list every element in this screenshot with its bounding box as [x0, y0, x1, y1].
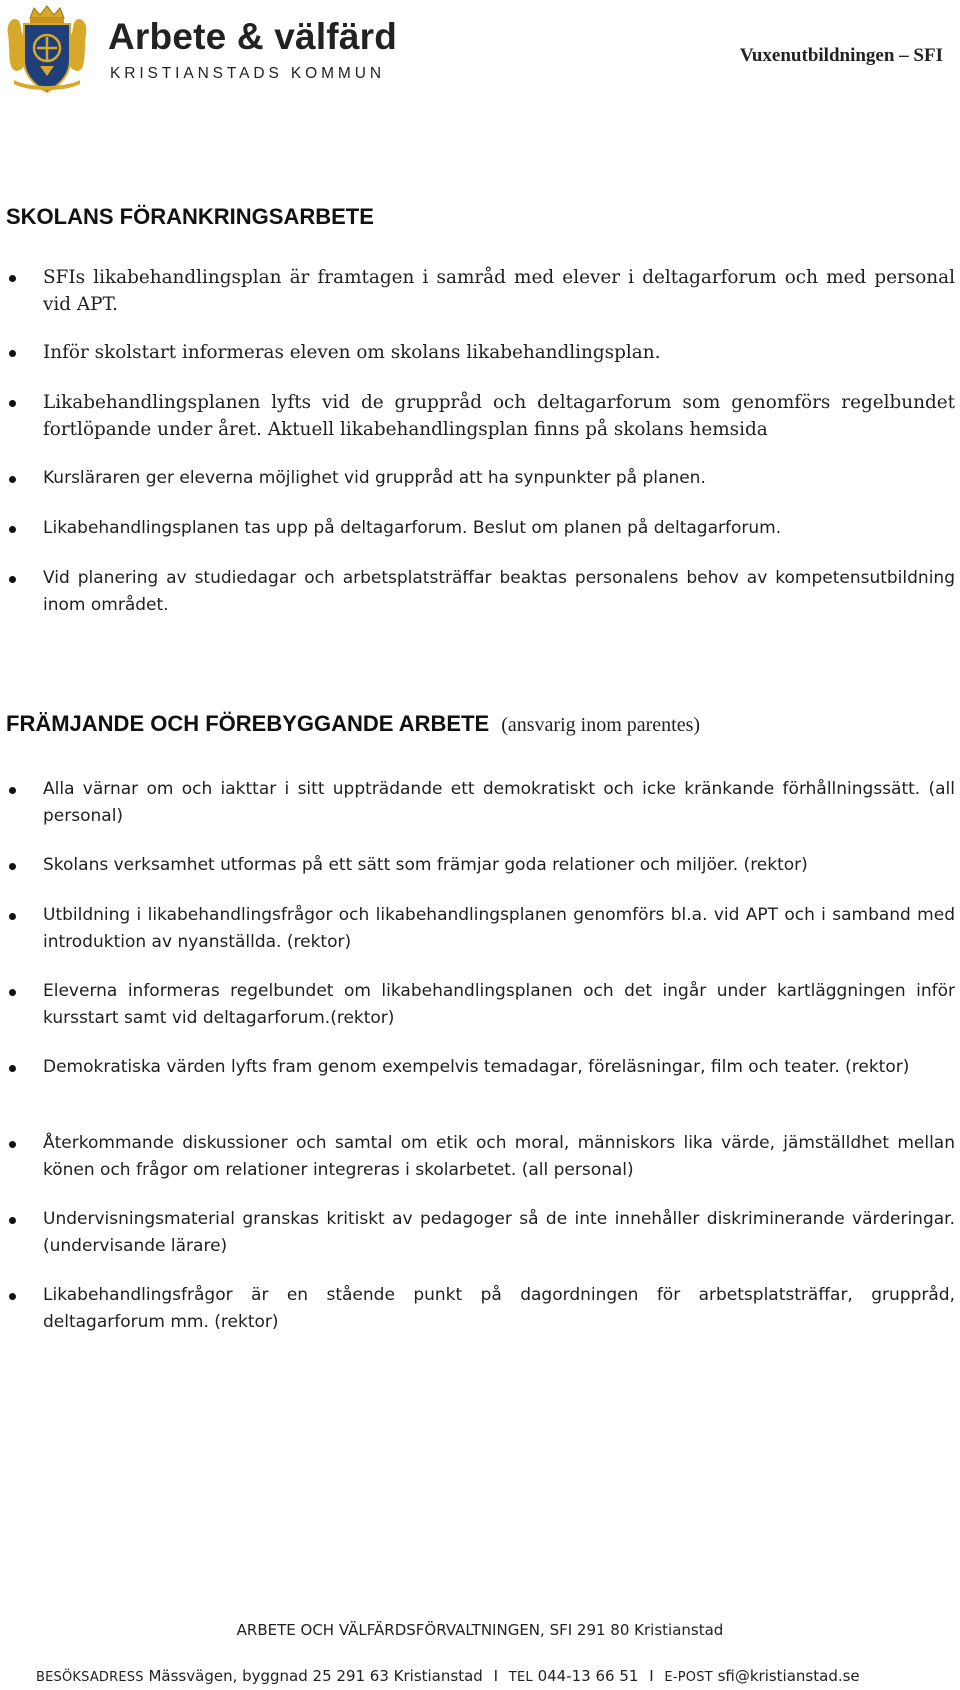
tel-label: TEL: [508, 1670, 533, 1685]
tel-number: 044-13 66 51: [537, 1667, 639, 1685]
list-item: Kursläraren ger eleverna möjlighet vid gruppråd att ha synpunkter på planen.: [43, 465, 955, 492]
list-item: Undervisningsmaterial granskas kritiskt av pedagoger så de inte innehåller diskriminerande värderingar. (undervisande lärare): [43, 1206, 955, 1260]
list-item: Likabehandlingsplanen lyfts vid de gruppråd och deltagarforum som genomförs regelbundet fortlöpande under året. Aktuell likabehandlingsplan finns på skolans hemsida: [43, 389, 955, 443]
list-item: Alla värnar om och iakttar i sitt uppträdande ett demokratiskt och icke kränkande förhållningssätt. (all personal): [43, 776, 955, 830]
visit-address: Mässvägen, byggnad 25 291 63 Kristianstad: [148, 1667, 483, 1685]
footer-contact: [36, 1667, 860, 1685]
org-title: Arbete & välfärd: [108, 16, 398, 57]
footer-separator: I: [493, 1667, 499, 1685]
section-heading-framjande: [6, 711, 700, 737]
unit-title: Vuxenutbildningen – SFI: [739, 45, 943, 66]
list-item: Demokratiska värden lyfts fram genom exempelvis temadagar, föreläsningar, film och teater. (rektor): [43, 1054, 955, 1081]
list-item: Återkommande diskussioner och samtal om etik och moral, människors lika värde, jämställdhet mellan könen och frågor om relationer integreras i skolarbetet. (all personal): [43, 1130, 955, 1184]
list-item: Utbildning i likabehandlingsfrågor och likabehandlingsplanen genomförs bl.a. vid APT och i samband med introduktion av nyanställda. (rektor): [43, 902, 955, 956]
list-item: SFIs likabehandlingsplan är framtagen i samråd med elever i deltagarforum och med personal vid APT.: [43, 264, 955, 318]
section-heading-forankring: SKOLANS FÖRANKRINGSARBETE: [6, 204, 374, 229]
list-item: Likabehandlingsfrågor är en stående punkt på dagordningen för arbetsplatsträffar, gruppråd, deltagarforum mm. (rektor): [43, 1282, 955, 1336]
coat-of-arms-icon: [4, 4, 90, 96]
visit-label: BESÖKSADRESS: [36, 1670, 144, 1685]
list-item: Skolans verksamhet utformas på ett sätt som främjar goda relationer och miljöer. (rektor): [43, 852, 955, 879]
org-logo: [4, 4, 404, 96]
email-label: E-POST: [664, 1670, 713, 1685]
list-item: Likabehandlingsplanen tas upp på deltagarforum. Beslut om planen på deltagarforum.: [43, 515, 955, 542]
list-item: Inför skolstart informeras eleven om skolans likabehandlingsplan.: [43, 339, 955, 366]
footer-address: ARBETE OCH VÄLFÄRDSFÖRVALTNINGEN, SFI 291 80 Kristianstad: [236, 1621, 724, 1639]
section-heading-text: FRÄMJANDE OCH FÖREBYGGANDE ARBETE: [6, 711, 490, 736]
email-address[interactable]: sfi@kristianstad.se: [717, 1667, 860, 1685]
list-item: Vid planering av studiedagar och arbetsplatsträffar beaktas personalens behov av kompetensutbildning inom området.: [43, 565, 955, 619]
footer-separator: I: [649, 1667, 654, 1685]
section-heading-note: (ansvarig inom parentes): [501, 714, 701, 736]
org-subtitle: KRISTIANSTADS KOMMUN: [110, 65, 385, 82]
list-item: Eleverna informeras regelbundet om likabehandlingsplanen och det ingår under kartläggningen inför kursstart samt vid deltagarforum.(rektor): [43, 978, 955, 1032]
